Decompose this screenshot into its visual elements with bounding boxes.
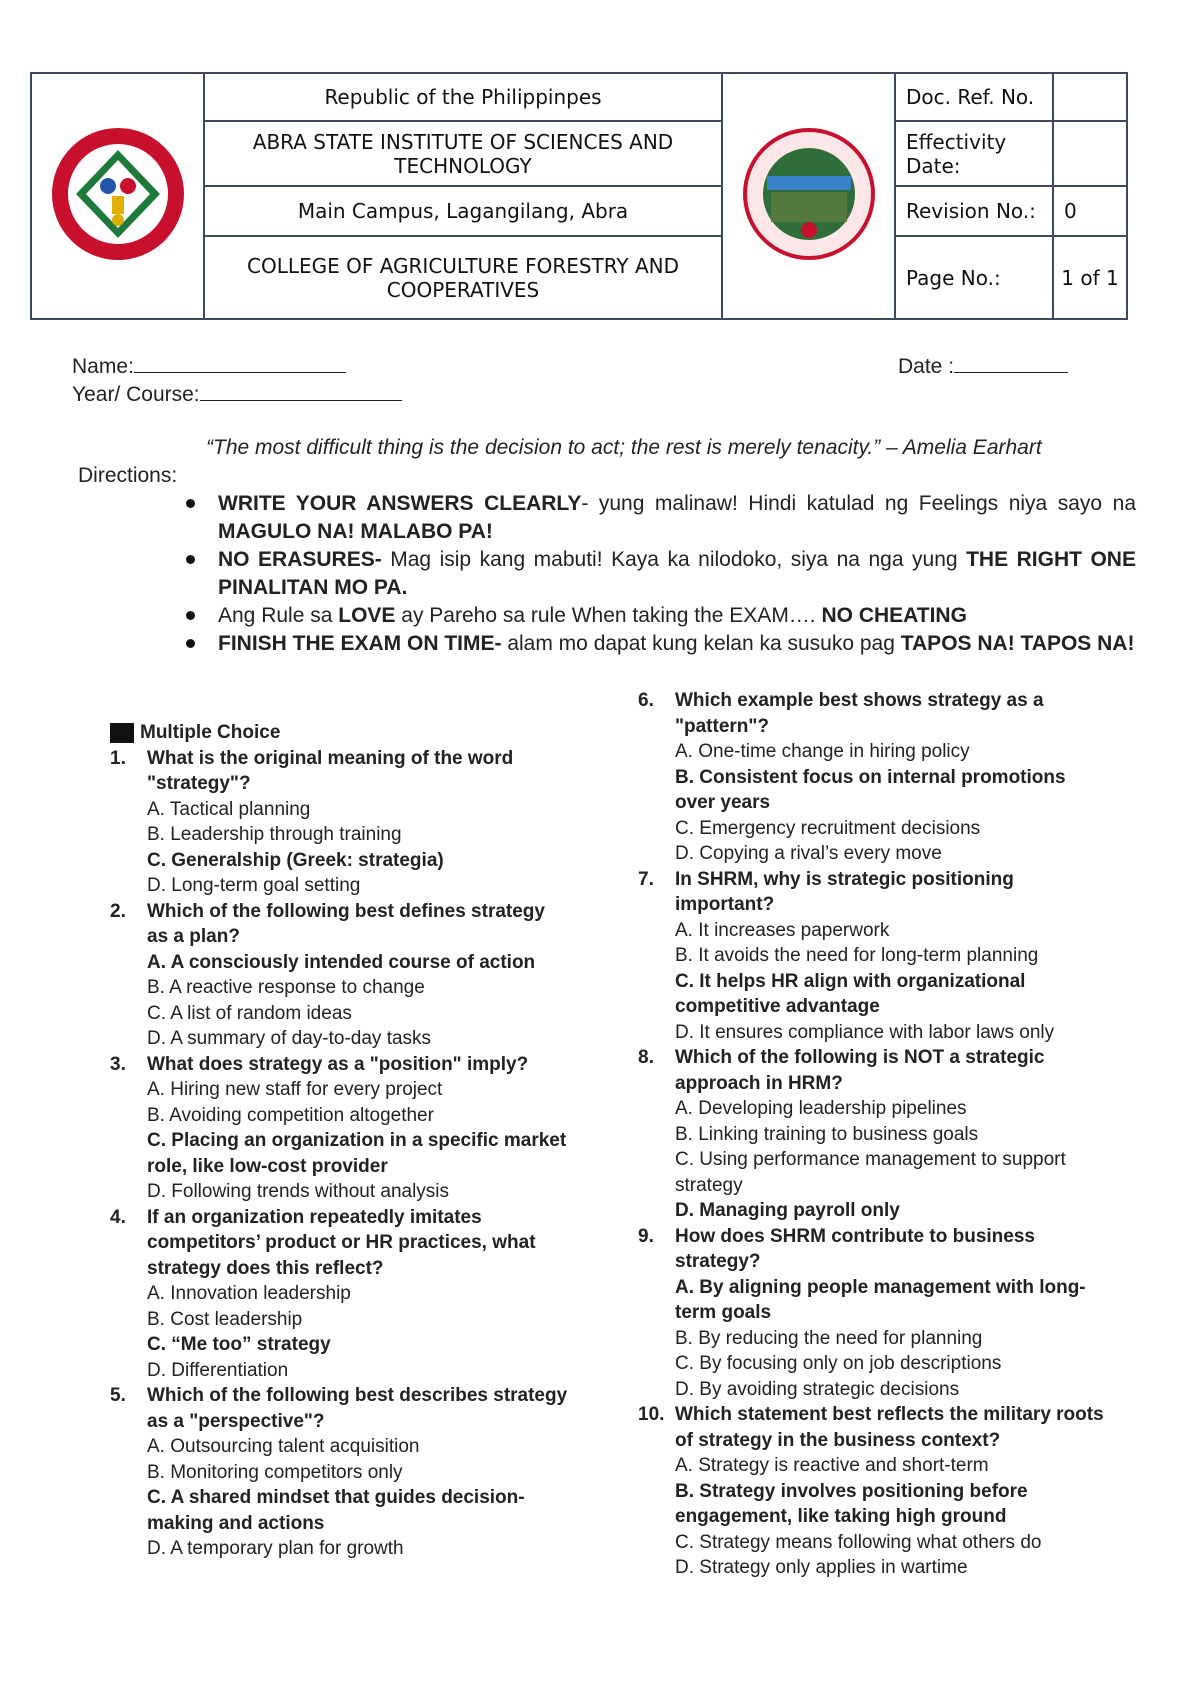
questions-column-left <box>110 720 570 1562</box>
institute-text: ABRA STATE INSTITUTE OF SCIENCES AND TECHNOLOGY <box>204 121 722 186</box>
direction-item <box>186 490 1136 546</box>
effectivity-label: Effectivity Date: <box>895 121 1053 186</box>
answer-option[interactable]: D. A temporary plan for growth <box>147 1538 404 1559</box>
answer-option[interactable]: D. Long-term goal setting <box>147 875 361 896</box>
answer-option[interactable]: A. It increases paperwork <box>675 919 890 941</box>
answer-option[interactable]: D. By avoiding strategic decisions <box>675 1378 960 1400</box>
question-text: Which statement best reflects the military roots of strategy in the business context? <box>675 1404 1104 1451</box>
question-number: 8. <box>638 1047 654 1068</box>
direction-text: Ang Rule sa <box>218 604 339 627</box>
direction-text: TAPOS NA! TAPOS NA! <box>900 632 1135 655</box>
answer-option[interactable]: A. One-time change in hiring policy <box>675 741 970 762</box>
answer-option[interactable]: A. Developing leadership pipelines <box>675 1098 967 1119</box>
question-stem <box>638 1402 1108 1453</box>
answer-option-correct[interactable]: C. A shared mindset that guides decision-making and actions <box>147 1487 525 1534</box>
answer-option[interactable]: A. Outsourcing talent acquisition <box>147 1436 420 1457</box>
questions-column-right <box>638 688 1108 1581</box>
question-item <box>110 1205 570 1384</box>
direction-text: alam mo dapat kung kelan ka susuko pag <box>501 632 901 655</box>
answer-option[interactable]: B. Linking training to business goals <box>675 1123 979 1145</box>
question-stem <box>110 1052 570 1078</box>
name-blank[interactable] <box>134 352 346 373</box>
question-text: If an organization repeatedly imitates competitors’ product or HR practices, what strategy does this reflect? <box>147 1206 536 1279</box>
direction-text: NO ERASURES- <box>218 548 382 571</box>
effectivity-value <box>1053 121 1127 186</box>
doc-ref-value <box>1053 73 1127 121</box>
question-item <box>110 746 570 899</box>
direction-text: - yung malinaw! Hindi katulad ng Feelings niya sayo na <box>581 492 1136 515</box>
college-text: COLLEGE OF AGRICULTURE FORESTRY AND COOPERATIVES <box>204 236 722 319</box>
question-text: Which of the following is NOT a strategic approach in HRM? <box>675 1047 1045 1094</box>
question-text: In SHRM, why is strategic positioning important? <box>675 868 1014 915</box>
answer-option[interactable]: D. Following trends without analysis <box>147 1181 450 1202</box>
answer-option[interactable]: D. Copying a rival’s every move <box>675 843 942 864</box>
question-number: 6. <box>638 690 654 711</box>
direction-text: ay Pareho sa rule When taking the EXAM…. <box>395 604 822 627</box>
answer-option[interactable]: D. It ensures compliance with labor laws only <box>675 1021 1055 1043</box>
question-item <box>110 1383 570 1562</box>
date-field <box>898 352 1068 379</box>
section-title: Multiple Choice <box>140 722 281 743</box>
direction-text: FINISH THE EXAM ON TIME- <box>218 632 502 655</box>
answer-option[interactable]: A. Tactical planning <box>147 798 311 820</box>
answer-option[interactable]: B. Avoiding competition altogether <box>147 1104 434 1126</box>
direction-text: MAGULO NA! MALABO PA! <box>218 520 493 543</box>
question-stem <box>110 1383 570 1434</box>
asist-logo-cell <box>31 73 204 319</box>
answer-option[interactable]: B. A reactive response to change <box>147 977 425 998</box>
answer-option[interactable]: D. A summary of day-to-day tasks <box>147 1028 432 1049</box>
question-text: What does strategy as a "position" imply? <box>147 1053 529 1075</box>
question-number: 2. <box>110 900 126 922</box>
republic-text: Republic of the Philippinpes <box>204 73 722 121</box>
date-label: Date : <box>898 355 955 378</box>
question-text: Which of the following best describes strategy as a "perspective"? <box>147 1385 568 1432</box>
question-stem <box>638 1045 1108 1096</box>
answer-option[interactable]: D. Strategy only applies in wartime <box>675 1557 968 1578</box>
direction-item <box>186 546 1136 602</box>
question-number: 9. <box>638 1225 654 1247</box>
cafc-logo-cell <box>722 73 895 319</box>
year-course-blank[interactable] <box>200 380 402 401</box>
answer-option[interactable]: A. Hiring new staff for every project <box>147 1079 443 1100</box>
question-stem <box>110 746 570 797</box>
direction-item <box>186 630 1136 658</box>
answer-option-correct[interactable]: B. Strategy involves positioning before engagement, like taking high ground <box>675 1480 1028 1527</box>
answer-option[interactable]: B. By reducing the need for planning <box>675 1327 983 1349</box>
question-number: 5. <box>110 1385 126 1406</box>
question-stem <box>110 899 570 950</box>
question-stem <box>110 1205 570 1282</box>
cafc-seal-icon <box>741 126 877 262</box>
section-marker-icon <box>110 723 134 743</box>
question-item <box>638 867 1108 1046</box>
question-text: Which example best shows strategy as a "pattern"? <box>675 690 1044 737</box>
answer-option[interactable]: A. Innovation leadership <box>147 1283 351 1304</box>
question-number: 10. <box>638 1404 665 1425</box>
question-text: What is the original meaning of the word "strategy"? <box>147 747 514 794</box>
doc-ref-label: Doc. Ref. No. <box>895 73 1053 121</box>
question-item <box>638 1224 1108 1403</box>
question-text: How does SHRM contribute to business strategy? <box>675 1225 1035 1272</box>
question-stem <box>638 688 1108 739</box>
question-item <box>110 1052 570 1205</box>
name-field <box>72 352 346 379</box>
document-header <box>30 72 1128 320</box>
answer-option-correct[interactable]: B. Consistent focus on internal promotions over years <box>675 766 1066 813</box>
direction-text: Mag isip kang mabuti! Kaya ka nilodoko, siya na nga yung <box>381 548 967 571</box>
answer-option[interactable]: C. Strategy means following what others do <box>675 1531 1042 1553</box>
answer-option-correct[interactable]: C. Placing an organization in a specific market role, like low-cost provider <box>147 1130 567 1177</box>
name-label: Name: <box>72 355 134 378</box>
answer-option[interactable]: C. Using performance management to support strategy <box>675 1149 1066 1196</box>
answer-option[interactable]: B. Monitoring competitors only <box>147 1461 403 1483</box>
question-number: 3. <box>110 1053 126 1075</box>
date-blank[interactable] <box>954 352 1068 373</box>
asist-seal-icon <box>48 124 188 264</box>
question-number: 4. <box>110 1206 126 1228</box>
direction-text: NO CHEATING <box>821 604 967 627</box>
answer-option-correct[interactable]: C. “Me too” strategy <box>147 1334 331 1355</box>
question-item <box>638 688 1108 867</box>
year-course-field <box>72 380 402 407</box>
campus-text: Main Campus, Lagangilang, Abra <box>204 186 722 236</box>
question-item <box>110 899 570 1052</box>
answer-option-correct[interactable]: A. By aligning people management with long-term goals <box>675 1276 1086 1323</box>
question-number: 1. <box>110 747 126 769</box>
answer-option[interactable]: B. Leadership through training <box>147 824 402 845</box>
page-value: 1 of 1 <box>1053 236 1127 319</box>
answer-option[interactable]: C. A list of random ideas <box>147 1002 352 1024</box>
answer-option-correct[interactable]: A. A consciously intended course of action <box>147 951 536 973</box>
answer-option-correct[interactable]: C. Generalship (Greek: strategia) <box>147 849 444 871</box>
question-stem <box>638 867 1108 918</box>
page-label: Page No.: <box>895 236 1053 319</box>
directions-label: Directions: <box>78 464 178 487</box>
direction-text: LOVE <box>338 604 396 627</box>
direction-text: THE RIGHT ONE PINALITAN MO PA. <box>218 548 1136 599</box>
revision-label: Revision No.: <box>895 186 1053 236</box>
answer-option-correct[interactable]: D. Managing payroll only <box>675 1200 900 1221</box>
answer-option[interactable]: B. Cost leadership <box>147 1308 303 1330</box>
answer-option[interactable]: C. Emergency recruitment decisions <box>675 817 981 839</box>
question-item <box>638 1045 1108 1224</box>
question-text: Which of the following best defines strategy as a plan? <box>147 900 545 947</box>
question-number: 7. <box>638 868 654 890</box>
answer-option[interactable]: D. Differentiation <box>147 1359 289 1381</box>
answer-option-correct[interactable]: C. It helps HR align with organizational competitive advantage <box>675 970 1026 1017</box>
year-course-label: Year/ Course: <box>72 383 200 406</box>
directions-list <box>186 490 1136 658</box>
question-item <box>638 1402 1108 1581</box>
question-stem <box>638 1224 1108 1275</box>
answer-option[interactable]: C. By focusing only on job descriptions <box>675 1353 1002 1374</box>
section-header <box>110 720 570 746</box>
direction-text: WRITE YOUR ANSWERS CLEARLY <box>218 492 582 515</box>
quote: “The most difficult thing is the decision to act; the rest is merely tenacity.” – Amelia Earhart <box>206 436 1042 459</box>
answer-option[interactable]: B. It avoids the need for long-term planning <box>675 945 1039 966</box>
direction-item <box>186 602 1136 630</box>
answer-option[interactable]: A. Strategy is reactive and short-term <box>675 1455 989 1476</box>
revision-value: 0 <box>1053 186 1127 236</box>
